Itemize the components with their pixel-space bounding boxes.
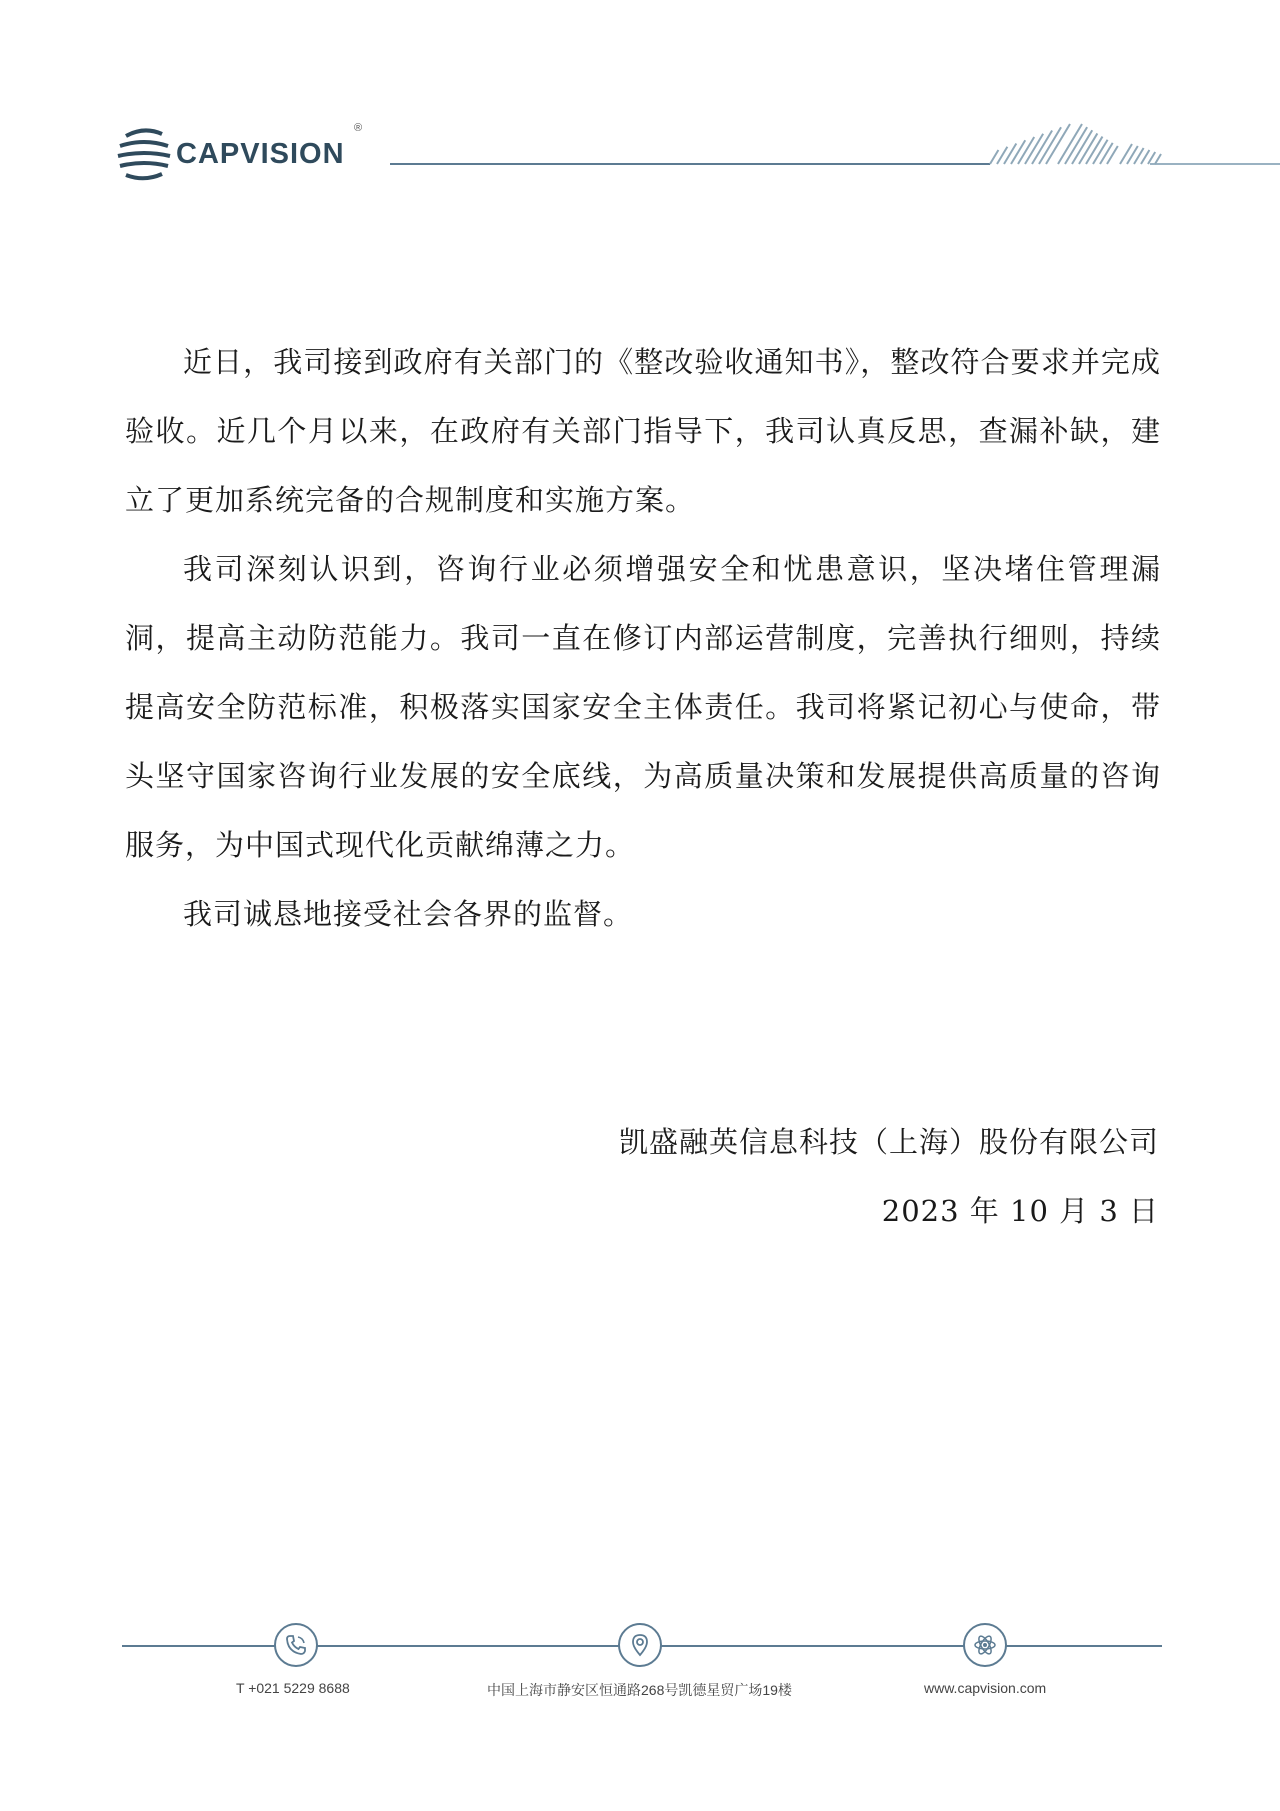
registered-mark: ®: [354, 122, 363, 134]
atom-globe-icon: [963, 1623, 1007, 1667]
signature-block: [619, 1108, 1159, 1246]
location-pin-icon: [618, 1623, 662, 1667]
paragraph-2: 我司深刻认识到，咨询行业必须增强安全和忧患意识，坚决堵住管理漏洞，提高主动防范能力。我司一直在修订内部运营制度，完善执行细则，持续提高安全防范标准，积极落实国家安全主体责任。我司将紧记初心与使命，带头坚守国家咨询行业发展的安全底线，为高质量决策和发展提供高质量的咨询服务，为中国式现代化贡献绵薄之力。: [125, 552, 1161, 862]
header-decoration: [390, 112, 1280, 172]
hatch-line: [1004, 144, 1016, 165]
capvision-logo-icon: [116, 124, 172, 182]
hatch-line: [1086, 137, 1102, 164]
hatch-line: [1018, 137, 1034, 164]
brand-name: CAPVISION: [176, 138, 345, 170]
hatch-line: [1100, 143, 1113, 164]
paragraph-3: 我司诚恳地接受社会各界的监督。: [183, 897, 634, 931]
letter-date: 2023 年 10 月 3 日: [881, 1194, 1159, 1228]
company-logo: [116, 124, 376, 184]
letter-body: [125, 328, 1161, 949]
hatch-line: [1058, 124, 1082, 164]
hatch-line: [1120, 144, 1132, 164]
hatch-line: [1148, 152, 1155, 164]
paragraph-1: 近日，我司接到政府有关部门的《整改验收通知书》，整改符合要求并完成验收。近几个月以来，在政府有关部门指导下，我司认真反思，查漏补缺，建立了更加系统完备的合规制度和实施方案。: [125, 345, 1161, 517]
hatch-line: [1155, 154, 1161, 164]
footer-phone: T +021 5229 8688: [236, 1680, 350, 1696]
hatch-line: [1011, 140, 1025, 164]
hatch-line: [1046, 124, 1070, 164]
footer-address: 中国上海市静安区恒通路268号凯德星贸广场19楼: [487, 1682, 792, 1698]
footer-website[interactable]: www.capvision.com: [924, 1680, 1047, 1696]
phone-icon: [274, 1623, 318, 1667]
hatch-line: [1093, 140, 1108, 164]
company-name: 凯盛融英信息科技（上海）股份有限公司: [618, 1125, 1159, 1159]
